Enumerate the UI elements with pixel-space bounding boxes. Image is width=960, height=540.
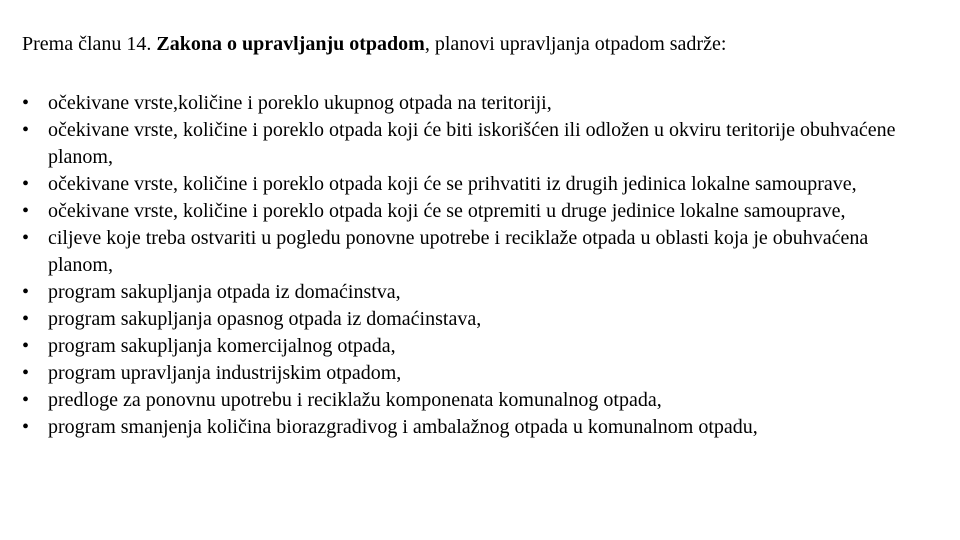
- list-item-text: program sakupljanja komercijalnog otpada,: [48, 335, 396, 357]
- list-item-text: program upravljanja industrijskim otpadom,: [48, 362, 402, 384]
- bullet-icon: •: [22, 308, 30, 330]
- list-item: [22, 360, 938, 387]
- intro-paragraph: [22, 30, 942, 58]
- list-item-text: očekivane vrste, količine i poreklo otpada koji će biti iskorišćen ili odložen u okviru teritorije obuhvaćene planom,: [48, 119, 896, 168]
- intro-law-name: Zakona o upravljanju otpadom: [156, 33, 425, 55]
- list-item-text: očekivane vrste, količine i poreklo otpada koji će se prihvatiti iz drugih jedinica lokalne samouprave,: [48, 173, 857, 195]
- list-item: [22, 414, 938, 441]
- list-item: [22, 225, 938, 279]
- bullet-list: [22, 90, 938, 441]
- list-item-text: program sakupljanja opasnog otpada iz domaćinstava,: [48, 308, 482, 330]
- bullet-icon: •: [22, 335, 30, 357]
- bullet-icon: •: [22, 416, 30, 438]
- bullet-icon: •: [22, 389, 30, 411]
- bullet-icon: •: [22, 227, 30, 249]
- bullet-icon: •: [22, 362, 30, 384]
- list-item-text: očekivane vrste,količine i poreklo ukupnog otpada na teritoriji,: [48, 92, 552, 114]
- list-item: [22, 333, 938, 360]
- list-item: [22, 306, 938, 333]
- list-item-text: ciljeve koje treba ostvariti u pogledu ponovne upotrebe i reciklaže otpada u oblasti koja je obuhvaćena planom,: [48, 227, 869, 276]
- list-item-text: očekivane vrste, količine i poreklo otpada koji će se otpremiti u druge jedinice lokalne samouprave,: [48, 200, 846, 222]
- list-item: [22, 117, 938, 171]
- list-item-text: program smanjenja količina biorazgradivog i ambalažnog otpada u komunalnom otpadu,: [48, 416, 758, 438]
- bullet-icon: •: [22, 200, 30, 222]
- list-item: [22, 90, 938, 117]
- list-item: [22, 198, 938, 225]
- bullet-icon: •: [22, 119, 30, 141]
- list-item: [22, 279, 938, 306]
- list-item: [22, 387, 938, 414]
- intro-suffix: , planovi upravljanja otpadom sadrže:: [424, 33, 727, 55]
- intro-prefix: Prema članu 14.: [22, 33, 157, 55]
- bullet-icon: •: [22, 173, 30, 195]
- list-item-text: predloge za ponovnu upotrebu i reciklažu komponenata komunalnog otpada,: [48, 389, 662, 411]
- bullet-icon: •: [22, 92, 30, 114]
- list-item-text: program sakupljanja otpada iz domaćinstva,: [48, 281, 401, 303]
- list-item: [22, 171, 938, 198]
- bullet-icon: •: [22, 281, 30, 303]
